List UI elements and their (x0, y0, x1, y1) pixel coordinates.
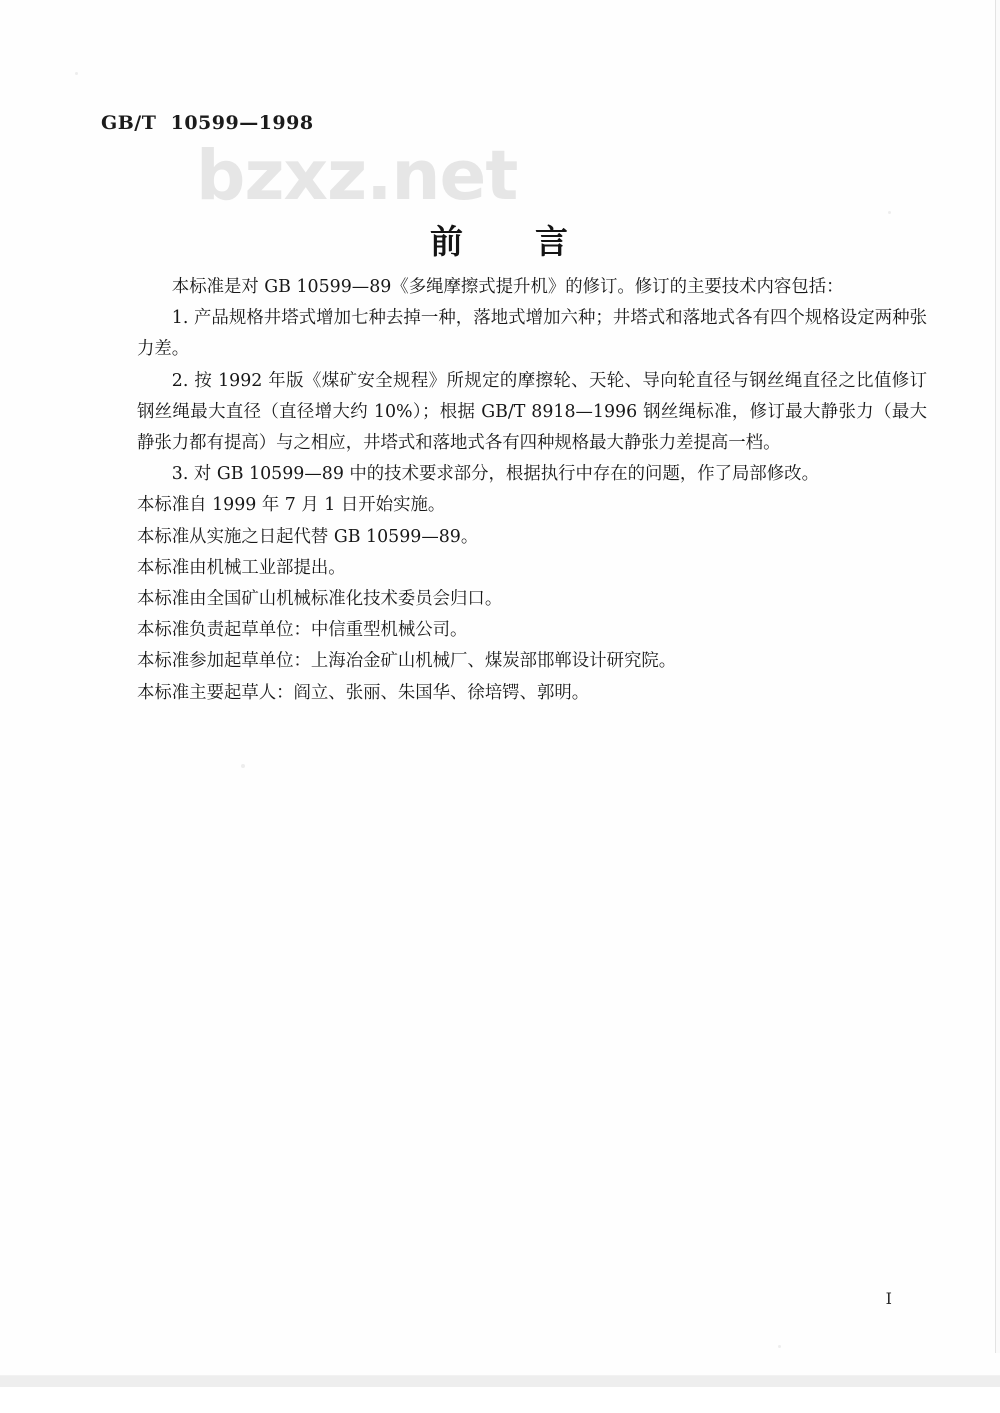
scan-speckle (778, 1345, 781, 1348)
page-title: 前 言 (430, 222, 570, 261)
foreword-item-1: 1. 产品规格井塔式增加七种去掉一种，落地式增加六种；井塔式和落地式各有四个规格设定两种张力差。 (137, 308, 927, 360)
page-edge-bottom-band (0, 1376, 1000, 1387)
foreword-item-3: 3. 对 GB 10599—89 中的技术要求部分，根据执行中存在的问题，作了局部修改。 (171, 464, 819, 485)
page-edge-right-line (995, 0, 996, 1353)
page-edge-bottom-fill (0, 1387, 1000, 1413)
foreword-statement-implementation-date: 本标准自 1999 年 7 月 1 日开始实施。 (137, 495, 446, 516)
foreword-statement-participating-drafting-units: 本标准参加起草单位：上海冶金矿山机械厂、煤炭部邯郸设计研究院。 (137, 651, 677, 672)
foreword-statement-administered-by: 本标准由全国矿山机械标准化技术委员会归口。 (137, 589, 503, 610)
foreword-statement-responsible-drafting-unit: 本标准负责起草单位：中信重型机械公司。 (137, 620, 468, 641)
site-watermark: bzxz.net (196, 136, 518, 216)
foreword-item-2: 2. 按 1992 年版《煤矿安全规程》所规定的摩擦轮、天轮、导向轮直径与钢丝绳直径之比值修订钢丝绳最大直径（直径增大约 10%）；根据 GB/T 8918—1996 钢丝绳标准，修订最大静张力（最大静张力都有提高）与之相应，井塔式和落地式各有四种规格最大静张力差提高一档。 (137, 370, 927, 454)
page-number: I (885, 1289, 892, 1308)
foreword-intro-paragraph: 本标准是对 GB 10599—89《多绳摩擦式提升机》的修订。修订的主要技术内容包括： (171, 277, 844, 297)
foreword-statement-replaces: 本标准从实施之日起代替 GB 10599—89。 (137, 526, 479, 547)
scan-speckle (75, 72, 78, 75)
foreword-body (137, 272, 927, 709)
standard-number-header: GB/T 10599—1998 (101, 112, 314, 134)
scan-speckle (888, 211, 891, 214)
page-edge-right-fill (996, 0, 1000, 1353)
foreword-statement-proposed-by: 本标准由机械工业部提出。 (137, 557, 346, 578)
scan-speckle (241, 764, 245, 768)
foreword-statement-main-drafters: 本标准主要起草人：阎立、张丽、朱国华、徐培锷、郭明。 (137, 682, 590, 703)
